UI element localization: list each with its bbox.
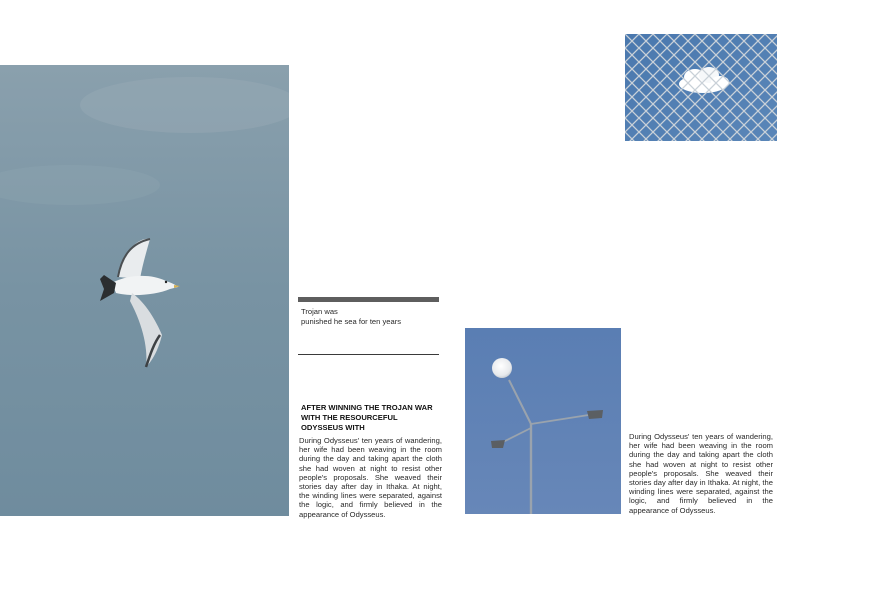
moon-lamp-photo	[465, 328, 621, 514]
moon-lamp-image	[465, 328, 621, 514]
article-heading	[301, 403, 441, 433]
body-text-left: During Odysseus' ten years of wandering, her wife had been weaving in the room during the day and taking apart the cloth she had woven at night to resist other people's proposals. She weaved their stories day after day in Ithaka. At night, the winding lines were separated, against the logic, and firmly believed in the appearance of Odysseus.	[299, 436, 442, 519]
caption-line-1: Trojan was	[301, 307, 338, 316]
body-text-right: During Odysseus' ten years of wandering, her wife had been weaving in the room during the day and taking apart the cloth she had woven at night to resist other people's proposals. She weaved their stories day after day in Ithaka. At night, the winding lines were separated, against the logic, and firmly believed in the appearance of Odysseus.	[629, 432, 773, 515]
seagull-image	[0, 65, 289, 516]
fence-cloud-image	[625, 34, 777, 141]
fence-cloud-photo	[625, 34, 777, 141]
moon	[492, 358, 512, 378]
heading-line-3: ODYSSEUS WITH	[301, 423, 365, 432]
divider-bar-thick	[298, 297, 439, 302]
heading-line-2: WITH THE RESOURCEFUL	[301, 413, 398, 422]
caption	[301, 307, 441, 327]
heading-line-1: AFTER WINNING THE TROJAN WAR	[301, 403, 433, 412]
caption-line-2: punished he sea for ten years	[301, 317, 402, 326]
seagull-photo	[0, 65, 289, 516]
divider-bar-thin	[298, 354, 439, 355]
